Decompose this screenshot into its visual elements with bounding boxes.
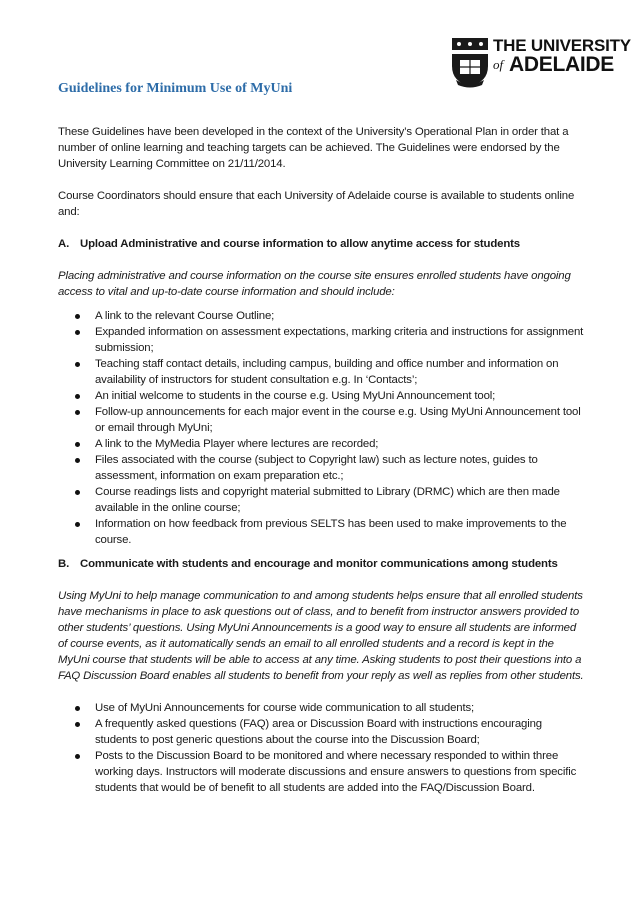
university-crest-icon (450, 36, 490, 88)
list-item: Posts to the Discussion Board to be monitored and where necessary responded to within three working days. Instructors will moderate discussions and ensure answers to questions from specific students that would be of benefit to all students are added into the FAQ/Discussion Board. (58, 748, 584, 796)
section-heading-text: Upload Administrative and course information to allow anytime access for students (80, 238, 520, 250)
university-logo (450, 32, 631, 94)
list-item: A link to the MyMedia Player where lectures are recorded; (58, 436, 584, 452)
list-item: Files associated with the course (subject to Copyright law) such as lecture notes, guides to assessment, information on exam preparation etc.; (58, 452, 584, 484)
university-name-line1: THE UNIVERSITY (493, 36, 631, 55)
section-heading-text: Communicate with students and encourage and monitor communications among students (80, 558, 558, 570)
section-letter: A. (58, 238, 70, 250)
list-item: A link to the relevant Course Outline; (58, 308, 584, 324)
list-item: A frequently asked questions (FAQ) area or Discussion Board with instructions encouraging students to post generic questions about the course into the Discussion Board; (58, 716, 584, 748)
document-body (58, 124, 584, 803)
intro-paragraph: These Guidelines have been developed in the context of the University’s Operational Plan in order that a number of online learning and teaching targets can be achieved. The Guidelines were endorsed by the University Learning Committee on 21/11/2014. (58, 126, 569, 170)
section-letter: B. (58, 558, 70, 570)
list-item: Teaching staff contact details, including campus, building and office number and information on availability of instructors for student consultation e.g. In ‘Contacts’; (58, 356, 584, 388)
list-item: An initial welcome to students in the course e.g. Using MyUni Announcement tool; (58, 388, 584, 404)
section-a-intro: Placing administrative and course information on the course site ensures enrolled students have ongoing access to vital and up-to-date course information and should include: (58, 270, 571, 298)
list-item: Course readings lists and copyright material submitted to Library (DRMC) which are then made available in the online course; (58, 484, 584, 516)
section-b-list (58, 700, 584, 796)
list-item: Expanded information on assessment expectations, marking criteria and instructions for assignment submission; (58, 324, 584, 356)
university-name-line2: ADELAIDE (509, 53, 614, 76)
document-title: Guidelines for Minimum Use of MyUni (58, 81, 293, 96)
list-item: Follow-up announcements for each major event in the course e.g. Using MyUni Announcement tool or email through MyUni; (58, 404, 584, 436)
list-item: Information on how feedback from previous SELTS has been used to make improvements to the course. (58, 516, 584, 548)
section-a-list (58, 308, 584, 548)
section-b-intro: Using MyUni to help manage communication to and among students helps ensure that all enrolled students have mechanisms in place to ask questions out of class, and to benefit from instructor answers provided to other students’ questions. Using MyUni Announcements is a good way to ensure all students are informed of course events, as it automatically sends an email to all enrolled students and a record is kept in the MyUni course that students will be able to access at any time. Asking students to post their questions into a FAQ Discussion Board enables all students to benefit from your reply as well as replies from other students. (58, 590, 584, 682)
list-item: Use of MyUni Announcements for course wide communication to all students; (58, 700, 584, 716)
intro-paragraph: Course Coordinators should ensure that each University of Adelaide course is available to students online and: (58, 190, 575, 218)
university-name-of: of (493, 57, 504, 72)
section-b-heading (58, 556, 584, 572)
section-a-heading (58, 236, 584, 252)
